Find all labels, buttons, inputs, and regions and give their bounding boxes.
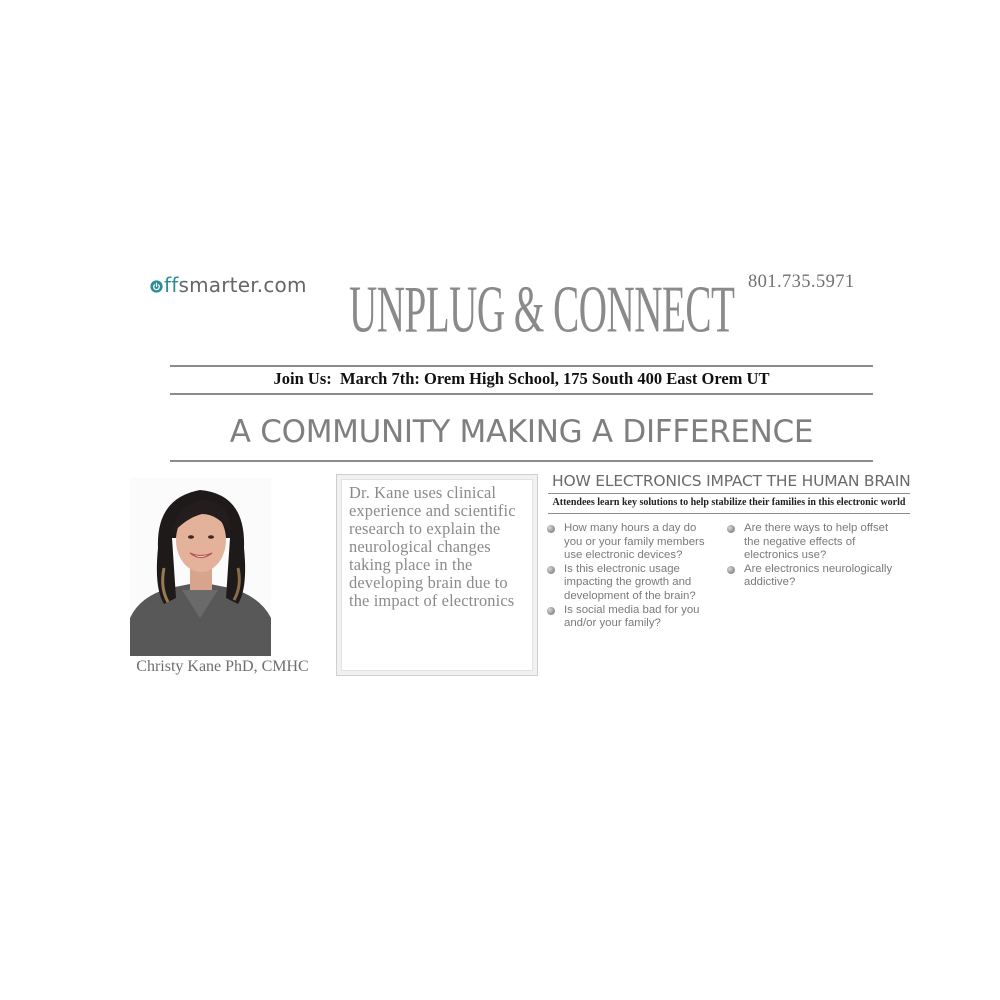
headline: A COMMUNITY MAKING A DIFFERENCE	[229, 414, 814, 450]
question-text: How many hours a day do you or your family members use electronic devices?	[564, 522, 705, 562]
offsmarter-logo	[150, 272, 307, 298]
bullet-icon	[547, 525, 555, 533]
question-text: Is this electronic usage impacting the growth and development of the brain?	[564, 562, 696, 602]
page-title	[349, 273, 735, 349]
divider-mid	[170, 393, 873, 395]
question-text: Are there ways to help offset the negative effects of electronics use?	[744, 522, 889, 562]
bullet-icon	[547, 566, 555, 574]
bullet-icon	[727, 525, 735, 533]
phone-number: 801.735.5971	[748, 272, 855, 292]
divider-headline	[170, 460, 873, 462]
question-text: Are electronics neurologically addictive?	[744, 562, 893, 589]
questions-right	[727, 522, 902, 590]
bullet-icon	[547, 607, 555, 615]
divider-top	[170, 365, 873, 367]
list-item	[727, 563, 902, 590]
list-item	[547, 563, 712, 604]
event-details: Join Us: March 7th: Orem High School, 175 South 400 East Orem UT	[273, 369, 770, 388]
logo-accent-text: ff	[164, 273, 179, 297]
quote-text: Dr. Kane uses clinical experience and scientific research to explain the neurological changes taking place in the developing brain due to the impact of electronics	[349, 483, 516, 610]
section-title: HOW ELECTRONICS IMPACT THE HUMAN BRAIN	[552, 472, 911, 490]
section-subtitle: Attendees learn key solutions to help stabilize their families in this electronic world	[552, 497, 906, 508]
section-divider-top	[548, 493, 910, 494]
section-divider-bottom	[548, 513, 910, 514]
questions-left	[547, 522, 712, 631]
speaker-caption: Christy Kane PhD, CMHC	[136, 658, 309, 675]
question-text: Is social media bad for you and/or your family?	[564, 603, 700, 630]
page-title-text: UNPLUG & CONNECT	[349, 273, 735, 347]
quote-box	[336, 474, 538, 676]
list-item	[547, 522, 712, 563]
list-item	[547, 604, 712, 631]
list-item	[727, 522, 902, 563]
logo-text: smarter.com	[178, 273, 307, 297]
speaker-portrait	[130, 478, 271, 656]
speaker-photo	[130, 478, 271, 656]
power-icon	[150, 280, 163, 293]
bullet-icon	[727, 566, 735, 574]
